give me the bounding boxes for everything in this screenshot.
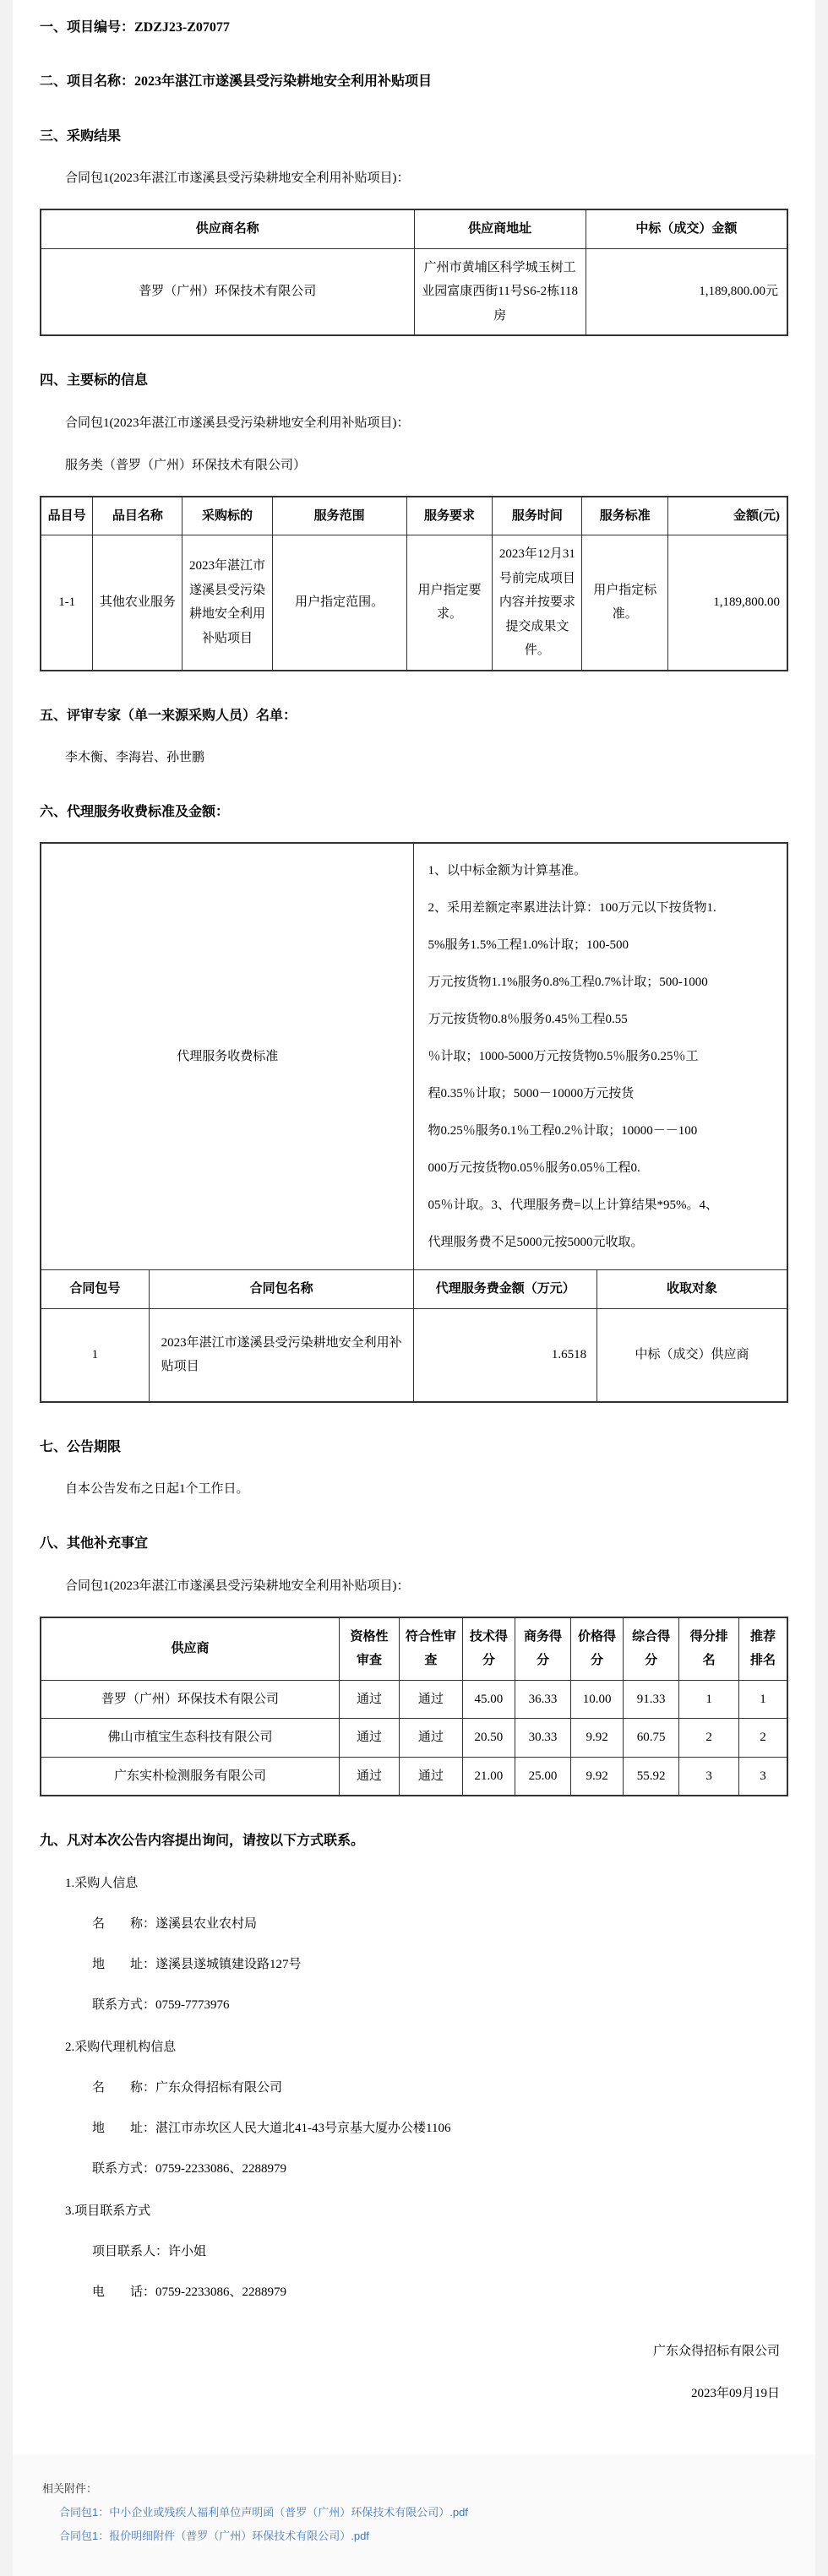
table-cell: 普罗（广州）环保技术有限公司 <box>41 248 414 335</box>
section-4-heading: 四、主要标的信息 <box>40 373 149 389</box>
agency-info-title: 2.采购代理机构信息 <box>65 2040 177 2054</box>
attachment-link-quotation-pdf[interactable]: 合同包1：报价明细附件（普罗（广州）环保技术有限公司）.pdf <box>59 2530 369 2543</box>
table-cell: 2023年12月31号前完成项目内容并按要求提交成果文件。 <box>493 535 582 671</box>
section-8-package-line: 合同包1(2023年湛江市遂溪县受污染耕地安全利用补贴项目)： <box>65 1579 410 1593</box>
section-7-heading: 七、公告期限 <box>40 1439 122 1454</box>
agency-address: 地 址：湛江市赤坎区人民大道北41-43号京基大厦办公楼1106 <box>92 2121 451 2135</box>
table-cell: 用户指定范围。 <box>272 535 406 671</box>
table-cell: 通过 <box>399 1680 462 1719</box>
table-cell: 91.33 <box>624 1680 679 1719</box>
column-header: 价格得分 <box>571 1617 624 1681</box>
table-cell: 通过 <box>340 1719 400 1758</box>
agency-name: 名 称：广东众得招标有限公司 <box>92 2080 283 2095</box>
table-cell: 1 <box>739 1680 787 1719</box>
column-header: 商务得分 <box>515 1617 570 1681</box>
column-header: 符合性审查 <box>399 1617 462 1681</box>
fee-standard-label: 代理服务收费标准 <box>41 843 414 1270</box>
column-header: 代理服务费金额（万元） <box>414 1270 597 1309</box>
column-header: 合同包名称 <box>149 1270 414 1309</box>
column-header: 金额(元) <box>668 497 787 535</box>
fee-standard-line: 万元按货物0.8％服务0.45％工程0.55 <box>428 1013 628 1027</box>
expert-names: 李木衡、李海岩、孙世鹏 <box>65 750 205 764</box>
table-cell: 9.92 <box>571 1719 624 1758</box>
table-cell: 通过 <box>340 1757 400 1796</box>
agency-phone: 联系方式：0759-2233086、2288979 <box>92 2161 286 2176</box>
table-cell: 用户指定标准。 <box>582 535 668 671</box>
column-header: 得分排名 <box>679 1617 739 1681</box>
fee-standard-line: 万元按货物1.1%服务0.8%工程0.7%计取；500-1000 <box>428 976 708 990</box>
fee-table <box>40 842 788 1403</box>
announcement-period-text: 自本公告发布之日起1个工作日。 <box>65 1482 249 1497</box>
table-cell: 1,189,800.00 <box>668 535 787 671</box>
fee-package-name: 2023年湛江市遂溪县受污染耕地安全利用补贴项目 <box>149 1308 414 1402</box>
header-row <box>41 497 787 535</box>
signature-block <box>40 2341 780 2404</box>
section-3-package-line: 合同包1(2023年湛江市遂溪县受污染耕地安全利用补贴项目)： <box>65 171 410 186</box>
fee-standard-line: 05％计取。3、代理服务费=以上计算结果*95%。4、 <box>428 1198 718 1213</box>
column-header: 服务标准 <box>582 497 668 535</box>
table-row <box>41 248 787 335</box>
section-2-project-name: 二、项目名称：2023年湛江市遂溪县受污染耕地安全利用补贴项目 <box>40 74 433 90</box>
evaluation-table <box>40 1617 788 1797</box>
table-cell: 通过 <box>399 1719 462 1758</box>
fee-standard-line: 1、以中标金额为计算基准。 <box>428 864 586 878</box>
section-5-heading: 五、评审专家（单一来源采购人员）名单： <box>40 708 297 723</box>
table-cell: 1 <box>679 1680 739 1719</box>
table-cell: 2 <box>679 1719 739 1758</box>
fee-standard-text <box>414 843 787 1270</box>
project-contact-person: 项目联系人：许小姐 <box>92 2244 207 2258</box>
column-header: 供应商名称 <box>41 209 414 248</box>
fee-standard-line: 2、采用差额定率累进法计算：100万元以下按货物1. <box>428 901 716 916</box>
section-4-category-line: 服务类（普罗（广州）环保技术有限公司） <box>65 458 307 472</box>
column-header: 中标（成交）金额 <box>586 209 787 248</box>
attachments-label: 相关附件： <box>42 2481 98 2495</box>
fee-standard-line: 5%服务1.5%工程1.0%计取；100-500 <box>428 938 629 953</box>
table-cell: 通过 <box>340 1680 400 1719</box>
column-header: 推荐排名 <box>739 1617 787 1681</box>
fee-standard-line: ％计取；1000-5000万元按货物0.5％服务0.25％工 <box>428 1050 699 1064</box>
table-cell: 普罗（广州）环保技术有限公司 <box>41 1680 340 1719</box>
table-cell: 45.00 <box>462 1680 515 1719</box>
section-4-package-line: 合同包1(2023年湛江市遂溪县受污染耕地安全利用补贴项目)： <box>65 416 410 430</box>
attachments-section <box>13 2454 815 2576</box>
table-cell: 9.92 <box>571 1757 624 1796</box>
column-header: 供应商 <box>41 1617 340 1681</box>
table-cell: 55.92 <box>624 1757 679 1796</box>
table-cell: 3 <box>679 1757 739 1796</box>
section-9-heading: 九、凡对本次公告内容提出询问，请按以下方式联系。 <box>40 1834 365 1849</box>
column-header: 技术得分 <box>462 1617 515 1681</box>
fee-payer: 中标（成交）供应商 <box>597 1308 787 1402</box>
section-1-project-number: 一、项目编号：ZDZJ23-Z07077 <box>40 20 230 35</box>
table-cell: 3 <box>739 1757 787 1796</box>
fee-package-number: 1 <box>41 1308 149 1402</box>
table-cell: 1,189,800.00元 <box>586 248 787 335</box>
header-row <box>41 209 787 248</box>
table-cell: 10.00 <box>571 1680 624 1719</box>
table-cell: 36.33 <box>515 1680 570 1719</box>
column-header: 供应商地址 <box>414 209 586 248</box>
table-cell: 1-1 <box>41 535 93 671</box>
fee-standard-line: 000万元按货物0.05％服务0.05％工程0. <box>428 1161 640 1176</box>
announcement-panel <box>13 0 815 2454</box>
column-header: 品目号 <box>41 497 93 535</box>
table-cell: 20.50 <box>462 1719 515 1758</box>
table-cell: 广东实朴检测服务有限公司 <box>41 1757 340 1796</box>
signature-org: 广东众得招标有限公司 <box>652 2344 780 2358</box>
table-cell: 用户指定要求。 <box>406 535 493 671</box>
header-row <box>41 1617 787 1681</box>
table-row <box>41 1757 787 1796</box>
fee-standard-line: 程0.35％计取；5000－10000万元按货 <box>428 1087 635 1101</box>
fee-standard-line: 物0.25％服务0.1％工程0.2％计取；10000－－100 <box>428 1124 698 1139</box>
project-contact-title: 3.项目联系方式 <box>65 2204 151 2218</box>
section-3-heading: 三、采购结果 <box>40 128 122 144</box>
column-header: 服务时间 <box>493 497 582 535</box>
table-row <box>41 1719 787 1758</box>
column-header: 综合得分 <box>624 1617 679 1681</box>
column-header: 收取对象 <box>597 1270 787 1309</box>
purchaser-info-title: 1.采购人信息 <box>65 1876 139 1890</box>
table-row <box>41 1680 787 1719</box>
fee-amount: 1.6518 <box>414 1308 597 1402</box>
column-header: 服务范围 <box>272 497 406 535</box>
table-cell: 25.00 <box>515 1757 570 1796</box>
table-cell: 60.75 <box>624 1719 679 1758</box>
section-6-heading: 六、代理服务收费标准及金额： <box>40 804 230 819</box>
column-header: 采购标的 <box>182 497 272 535</box>
fee-header-row <box>41 1270 787 1309</box>
table-cell: 30.33 <box>515 1719 570 1758</box>
table-cell: 其他农业服务 <box>93 535 182 671</box>
purchaser-name: 名 称：遂溪县农业农村局 <box>92 1916 258 1931</box>
attachment-link-declaration-pdf[interactable]: 合同包1：中小企业或残疾人福利单位声明函（普罗（广州）环保技术有限公司）.pdf <box>59 2505 468 2519</box>
project-contact-phone: 电 话：0759-2233086、2288979 <box>92 2285 286 2299</box>
table-cell: 2 <box>739 1719 787 1758</box>
column-header: 合同包号 <box>41 1270 149 1309</box>
table-cell: 2023年湛江市遂溪县受污染耕地安全利用补贴项目 <box>182 535 272 671</box>
table-cell: 21.00 <box>462 1757 515 1796</box>
table-cell: 通过 <box>399 1757 462 1796</box>
fee-standard-row <box>41 843 787 1270</box>
column-header: 资格性审查 <box>340 1617 400 1681</box>
items-table <box>40 496 788 671</box>
fee-standard-line: 代理服务费不足5000元按5000元收取。 <box>428 1236 644 1250</box>
section-8-heading: 八、其他补充事宜 <box>40 1536 149 1552</box>
result-table <box>40 209 788 336</box>
purchaser-address: 地 址：遂溪县遂城镇建设路127号 <box>92 1957 302 1971</box>
column-header: 品目名称 <box>93 497 182 535</box>
contacts-block <box>40 1873 788 2302</box>
table-row <box>41 1308 787 1402</box>
table-cell: 佛山市植宝生态科技有限公司 <box>41 1719 340 1758</box>
purchaser-phone: 联系方式：0759-7773976 <box>92 1997 230 2012</box>
table-row <box>41 535 787 671</box>
table-cell: 广州市黄埔区科学城玉树工业园富康西街11号S6-2栋118房 <box>414 248 586 335</box>
signature-date: 2023年09月19日 <box>690 2386 780 2400</box>
column-header: 服务要求 <box>406 497 493 535</box>
